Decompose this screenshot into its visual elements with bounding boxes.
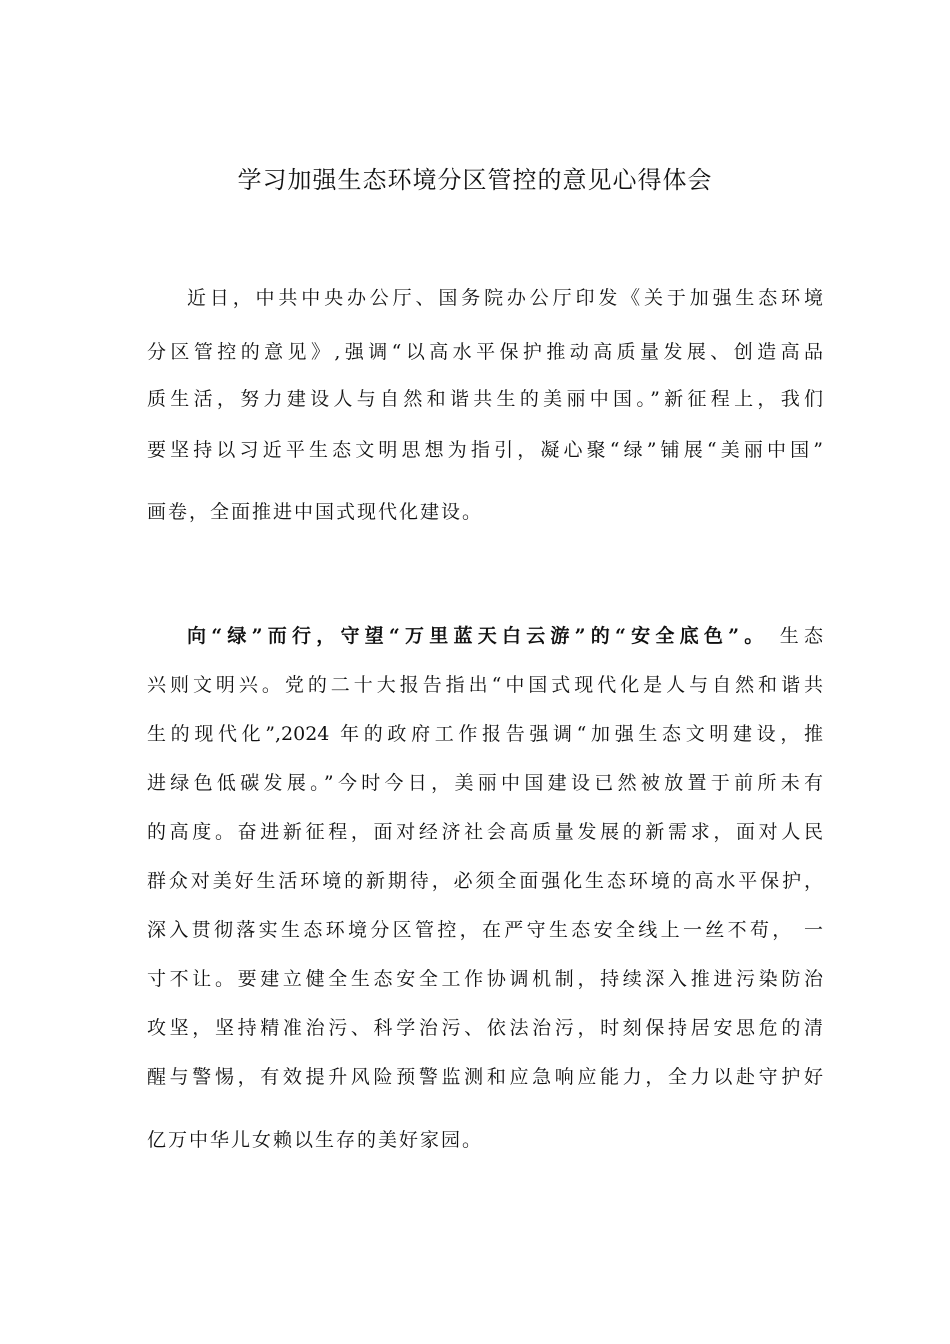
document-title: 学习加强生态环境分区管控的意见心得体会 xyxy=(237,166,713,194)
paragraph-1-line-4: 要坚持以习近平生态文明思想为指引，凝心聚“绿”铺展“美丽中国” xyxy=(147,439,823,461)
paragraph-2-line-9: 攻坚，坚持精准治污、科学治污、依法治污，时刻保持居安思危的清 xyxy=(147,1017,823,1039)
paragraph-2-line-4: 进绿色低碳发展。”今时今日，美丽中国建设已然被放置于前所未有 xyxy=(147,772,823,794)
paragraph-1-line-3: 质生活，努力建设人与自然和谐共生的美丽中国。”新征程上，我们 xyxy=(147,388,823,410)
paragraph-2-line-3: 生的现代化”,2024 年的政府工作报告强调“加强生态文明建设，推 xyxy=(147,723,823,745)
paragraph-2-heading: 向“绿”而行，守望“万里蓝天白云游”的“安全底色”。 xyxy=(187,625,769,647)
paragraph-2-line-2: 兴则文明兴。党的二十大报告指出“中国式现代化是人与自然和谐共 xyxy=(147,674,823,696)
paragraph-2-line-7: 深入贯彻落实生态环境分区管控，在严守生态安全线上一丝不苟， 一 xyxy=(147,919,823,941)
paragraph-2-first-line-rest: 生态 xyxy=(779,625,823,647)
paragraph-1-line-2: 分区管控的意见》,强调“以高水平保护推动高质量发展、创造高品 xyxy=(147,341,823,363)
paragraph-2-line-1 xyxy=(147,619,823,653)
paragraph-1-line-1: 近日，中共中央办公厅、国务院办公厅印发《关于加强生态环境 xyxy=(187,287,823,309)
paragraph-2-line-6: 群众对美好生活环境的新期待，必须全面强化生态环境的高水平保护， xyxy=(147,870,823,892)
paragraph-1-line-5: 画卷，全面推进中国式现代化建设。 xyxy=(147,501,484,523)
paragraph-2-line-11: 亿万中华儿女赖以生存的美好家园。 xyxy=(147,1129,484,1151)
paragraph-2-line-5: 的高度。奋进新征程，面对经济社会高质量发展的新需求，面对人民 xyxy=(147,821,823,843)
paragraph-2-line-10: 醒与警惕，有效提升风险预警监测和应急响应能力，全力以赴守护好 xyxy=(147,1066,823,1088)
paragraph-2-line-8: 寸不让。要建立健全生态安全工作协调机制，持续深入推进污染防治 xyxy=(147,968,823,990)
